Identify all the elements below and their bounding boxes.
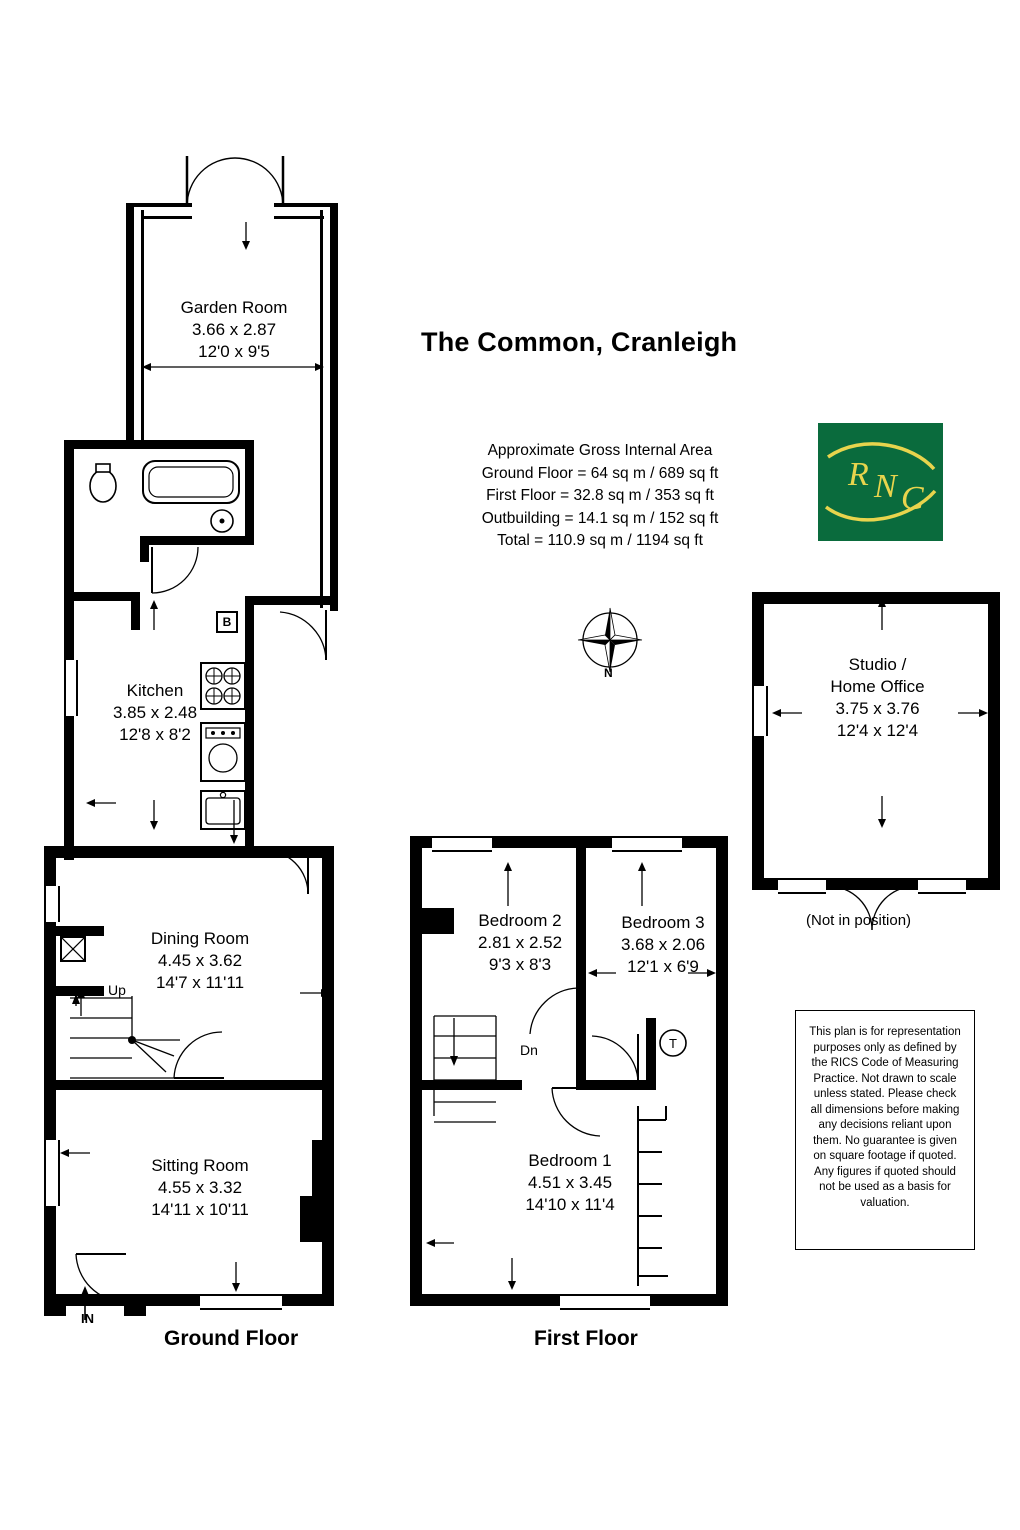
area-line-ground: Ground Floor = 64 sq m / 689 sq ft [481, 464, 719, 482]
room-label-bedroom-2 [450, 910, 590, 976]
boiler-marker: B [216, 611, 238, 633]
svg-text:R: R [848, 456, 869, 493]
first-wall-left [410, 836, 422, 1306]
dim-studio-depth-bottom [876, 796, 888, 833]
garden-room-wall-top-right-inner [274, 216, 324, 219]
first-staircase [432, 1014, 538, 1129]
bedroom-3-door[interactable] [588, 1032, 642, 1089]
svg-text:C: C [901, 480, 924, 517]
window-sitting-left [44, 1140, 60, 1206]
first-wall-cupboard [646, 1018, 656, 1090]
room-label-sitting-room [105, 1155, 295, 1221]
area-summary [455, 440, 745, 553]
window-bed3-rear [612, 836, 682, 852]
garden-room-wall-right [330, 203, 338, 611]
bedroom-2-imperial: 9'3 x 8'3 [488, 955, 552, 974]
window-bed1-front [560, 1294, 650, 1310]
area-heading: Approximate Gross Internal Area [487, 442, 713, 459]
studio-imperial: 12'4 x 12'4 [836, 721, 919, 740]
bathroom-wall-right [245, 440, 254, 545]
room-label-garden-room [118, 297, 350, 363]
bedroom-1-metric: 4.51 x 3.45 [527, 1173, 613, 1192]
hall-wall-stub [131, 592, 140, 630]
compass-north-label: N [604, 666, 613, 680]
bedroom-1-imperial: 14'10 x 11'4 [525, 1195, 615, 1214]
dim-bed3-depth [636, 862, 648, 911]
first-floor-title: First Floor [534, 1327, 638, 1350]
area-line-outbuilding: Outbuilding = 14.1 sq m / 152 sq ft [481, 509, 719, 527]
dim-bed1-width [426, 1236, 454, 1254]
bedroom-3-name: Bedroom 3 [621, 913, 705, 932]
bedroom-1-eaves [636, 1106, 722, 1291]
dim-studio-depth-top [876, 598, 888, 635]
sitting-chimney [312, 1140, 334, 1200]
dining-room-metric: 4.45 x 3.62 [157, 951, 243, 970]
bedroom-1-door[interactable] [548, 1086, 604, 1143]
window-bed2-rear [432, 836, 492, 852]
sitting-room-name: Sitting Room [151, 1156, 249, 1175]
window-kitchen-left [64, 660, 78, 716]
house-wall-left-upper [64, 440, 74, 860]
dim-kitchen-depth-bottom [148, 800, 160, 835]
dim-garden-room-depth [240, 222, 252, 255]
dim-bed3-width-left [588, 966, 616, 984]
bedroom-3-metric: 3.68 x 2.06 [620, 935, 706, 954]
studio-wall-right [988, 592, 1000, 890]
dim-garden-room-width [142, 360, 324, 378]
wc-icon [86, 462, 120, 513]
appliance-icon [200, 722, 246, 782]
dim-studio-width-left [772, 706, 802, 724]
kitchen-imperial: 12'8 x 8'2 [119, 725, 191, 744]
dining-room-imperial: 14'7 x 11'11 [155, 973, 245, 992]
window-studio-front-left [778, 878, 826, 894]
bedroom-2-name: Bedroom 2 [478, 911, 562, 930]
garden-room-wall-top-left-inner [141, 216, 192, 219]
dim-bed2-depth [502, 862, 514, 911]
room-label-studio [790, 654, 965, 742]
washbasin-icon [207, 508, 237, 539]
ground-wall-dining-top [44, 846, 334, 858]
tank-marker [658, 1028, 688, 1063]
dim-studio-width-right [958, 706, 988, 724]
kitchen-metric: 3.85 x 2.48 [112, 703, 198, 722]
porch-pier-left [44, 1294, 66, 1316]
room-label-bedroom-1 [490, 1150, 650, 1216]
hob-icon [200, 662, 246, 710]
hall-wall-left [64, 592, 139, 601]
bathroom-wall-top [64, 440, 254, 449]
sitting-room-metric: 4.55 x 3.32 [157, 1178, 243, 1197]
agency-logo [818, 423, 943, 541]
studio-name: Studio / [848, 655, 907, 674]
garden-room-imperial: 12'0 x 9'5 [198, 342, 270, 361]
kitchen-wall-top-right [245, 596, 330, 605]
entrance-label: IN [81, 1311, 94, 1326]
bathroom-door[interactable] [150, 545, 204, 600]
area-line-total: Total = 110.9 sq m / 1194 sq ft [497, 532, 703, 549]
studio-name-2: Home Office [830, 677, 925, 696]
page-title: The Common, Cranleigh [421, 327, 738, 357]
dim-bed3-width-right [688, 966, 716, 984]
garden-room-double-doors[interactable] [185, 150, 285, 213]
room-label-dining-room [105, 928, 295, 994]
studio-wall-left [752, 592, 764, 890]
dim-sitting-width-left [60, 1146, 90, 1164]
dining-chimney-top [56, 926, 104, 936]
dim-sitting-depth [230, 1262, 242, 1297]
stairs-down-label: Dn [520, 1042, 538, 1058]
dim-dining-width [300, 986, 330, 1004]
dining-sitting-door[interactable] [170, 1030, 226, 1087]
dim-kitchen-inner [228, 800, 240, 849]
dim-kitchen-depth-top [148, 600, 160, 635]
kitchen-name: Kitchen [126, 681, 184, 700]
fireplace-icon [60, 936, 86, 962]
bedroom-3-imperial: 12'1 x 6'9 [627, 957, 699, 976]
stairs-up-arrow [75, 988, 87, 1021]
dining-room-name: Dining Room [150, 929, 250, 948]
bedroom-1-name: Bedroom 1 [528, 1151, 612, 1170]
studio-metric: 3.75 x 3.76 [835, 699, 920, 718]
dim-kitchen-width [86, 796, 116, 814]
garden-room-door[interactable] [276, 608, 330, 671]
sitting-room-imperial: 14'11 x 10'11 [151, 1200, 249, 1219]
ground-wall-mid-right [232, 1080, 334, 1090]
bathroom-wall-stub [140, 536, 149, 562]
garden-room-wall-right-inner [320, 210, 323, 608]
svg-text:N: N [874, 468, 897, 505]
stairs-up-label: Up [108, 982, 126, 998]
outbuilding-position-note: (Not in position) [806, 912, 912, 929]
dim-bed1-depth [506, 1258, 518, 1295]
svg-text:T: T [669, 1036, 677, 1051]
bathtub-icon [142, 460, 240, 509]
window-studio-front-right [918, 878, 966, 894]
rnc-logo-icon [818, 423, 943, 541]
porch-pier-right [124, 1294, 146, 1316]
window-studio-left [752, 686, 768, 736]
window-dining-left [44, 886, 60, 922]
ground-floor-title: Ground Floor [164, 1327, 299, 1350]
area-line-first: First Floor = 32.8 sq m / 353 sq ft [486, 487, 714, 504]
bedroom-2-door[interactable] [524, 984, 580, 1041]
garden-room-wall-top-left [126, 203, 192, 207]
garden-room-name: Garden Room [180, 298, 288, 317]
disclaimer-box: This plan is for representation purposes only as defined by the RICS Code of Measuring Practice. Not drawn to scale unless stated. Please check all dimensions before making any decisions reliant upon them. No guarantee is given on square footage if quoted. Any figures if quoted should not be used as a basis for valuation. [795, 1010, 975, 1250]
bedroom-2-metric: 2.81 x 2.52 [477, 933, 563, 952]
sitting-chimney-2 [300, 1196, 334, 1242]
garden-room-metric: 3.66 x 2.87 [191, 320, 277, 339]
